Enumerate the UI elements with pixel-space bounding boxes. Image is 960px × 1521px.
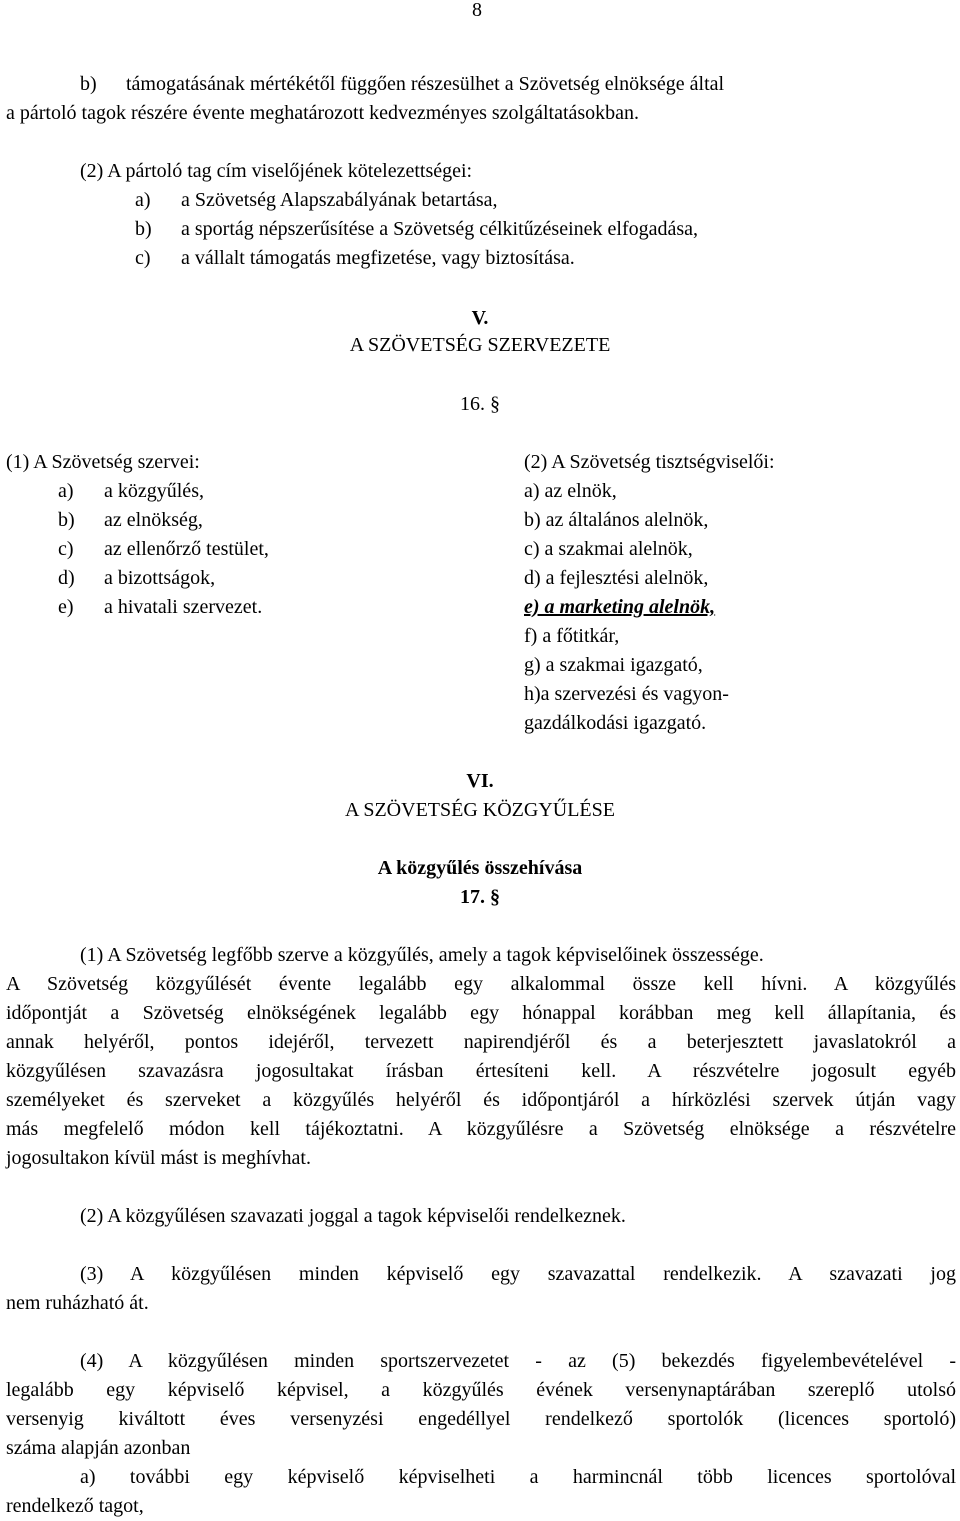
officers-item: h)a szervezési és vagyon- — [524, 683, 729, 705]
officers-item: a) az elnök, — [524, 480, 617, 502]
organs-item-c — [58, 537, 269, 561]
duties-item-a — [135, 188, 498, 212]
organs-item-b — [58, 508, 203, 532]
p4-line: száma alapján azonban — [6, 1437, 191, 1459]
list-text: a sportág népszerűsítése a Szövetség célkitűzéseinek elfogadása, — [181, 218, 699, 240]
intro-b-line1 — [80, 72, 724, 96]
intro-b-marker: b) — [80, 73, 97, 95]
p1-line: jogosultakon kívül mást is meghívhat. — [6, 1147, 311, 1169]
list-text: a hivatali szervezet. — [104, 596, 263, 618]
duties-heading: (2) A pártoló tag cím viselőjének kötelezettségei: — [80, 160, 473, 182]
intro-b-line2: a pártoló tagok részére évente meghatározott kedvezményes szolgáltatásokban. — [6, 102, 640, 124]
duties-item-c — [135, 246, 575, 270]
page-number: 8 — [472, 0, 482, 21]
organs-item-a — [58, 479, 204, 503]
p4-line: versenyig kiváltott éves versenyzési engedéllyel rendelkező sportolók (licences sportoló) — [6, 1408, 956, 1430]
section6-number: VI. — [466, 770, 494, 792]
p2: (2) A közgyűlésen szavazati joggal a tagok képviselői rendelkeznek. — [80, 1205, 626, 1227]
list-text: az ellenőrző testület, — [104, 538, 269, 560]
section6-title: A SZÖVETSÉG KÖZGYŰLÉSE — [345, 799, 615, 821]
organs-heading: (1) A Szövetség szervei: — [6, 451, 200, 473]
officers-item: b) az általános alelnök, — [524, 509, 709, 531]
p1-line: más megfelelő módon kell tájékoztatni. A közgyűlésre a Szövetség elnöksége a részvételre — [6, 1118, 956, 1140]
officers-item: f) a főtitkár, — [524, 625, 620, 647]
officers-heading: (2) A Szövetség tisztségviselői: — [524, 451, 775, 473]
officers-item: d) a fejlesztési alelnök, — [524, 567, 709, 589]
section6-subtitle: A közgyűlés összehívása — [377, 857, 583, 879]
section5-title: A SZÖVETSÉG SZERVEZETE — [349, 334, 611, 356]
intro-b-text: támogatásának mértékétől függően részesülhet a Szövetség elnöksége által — [126, 73, 725, 95]
p1-line: A Szövetség közgyűlését évente legalább egy alkalommal össze kell hívni. A közgyűlés — [6, 973, 956, 995]
section5-number: V. — [471, 307, 489, 329]
list-marker: c) — [135, 247, 151, 269]
officers-item: gazdálkodási igazgató. — [524, 712, 707, 734]
section5-paragraph: 16. § — [460, 393, 500, 415]
list-text: a közgyűlés, — [104, 480, 204, 502]
list-marker: d) — [58, 567, 75, 589]
p1-line: időpontját a Szövetség elnökségének legalább egy hónappal korábban meg kell állapítania, és — [6, 1002, 956, 1024]
list-marker: b) — [135, 218, 152, 240]
officers-item: c) a szakmai alelnök, — [524, 538, 693, 560]
organs-item-e — [58, 595, 262, 619]
p4-line: a) további egy képviselő képviselheti a harmincnál több licences sportolóval — [80, 1466, 956, 1488]
list-text: az elnökség, — [104, 509, 203, 531]
list-marker: a) — [135, 189, 151, 211]
list-marker: e) — [58, 596, 74, 618]
list-text: a Szövetség Alapszabályának betartása, — [181, 189, 498, 211]
list-marker: c) — [58, 538, 74, 560]
list-text: a vállalt támogatás megfizetése, vagy biztosítása. — [181, 247, 575, 269]
p1-line: annak helyéről, pontos idejéről, tervezett napirendjéről és a beterjesztett javaslatokról a — [6, 1031, 956, 1053]
p4-line: rendelkező tagot, — [6, 1495, 144, 1517]
list-marker: a) — [58, 480, 74, 502]
p3-line: (3) A közgyűlésen minden képviselő egy szavazattal rendelkezik. A szavazati jog — [80, 1263, 956, 1285]
section6-paragraph: 17. § — [460, 886, 500, 908]
p1-line: közgyűlésen szavazásra jogosultakat írásban értesíteni kell. A részvételre jogosult egyéb — [6, 1060, 956, 1082]
officers-item: g) a szakmai igazgató, — [524, 654, 703, 676]
p1-line: személyeket és szerveket a közgyűlés helyéről és időpontjáról a hírközlési szervek útján vagy — [6, 1089, 956, 1111]
officers-item-marketing: e) a marketing alelnök, — [524, 596, 716, 618]
p1-line: (1) A Szövetség legfőbb szerve a közgyűlés, amely a tagok képviselőinek összessége. — [80, 944, 764, 966]
p4-line: legalább egy képviselő képvisel, a közgyűlés évének versenynaptárában szereplő utolsó — [6, 1379, 956, 1401]
list-marker: b) — [58, 509, 75, 531]
p4-line: (4) A közgyűlésen minden sportszervezetet - az (5) bekezdés figyelembevételével - — [80, 1350, 956, 1372]
organs-item-d — [58, 566, 215, 590]
p3-line: nem ruházható át. — [6, 1292, 149, 1314]
duties-item-b — [135, 217, 698, 241]
list-text: a bizottságok, — [104, 567, 216, 589]
